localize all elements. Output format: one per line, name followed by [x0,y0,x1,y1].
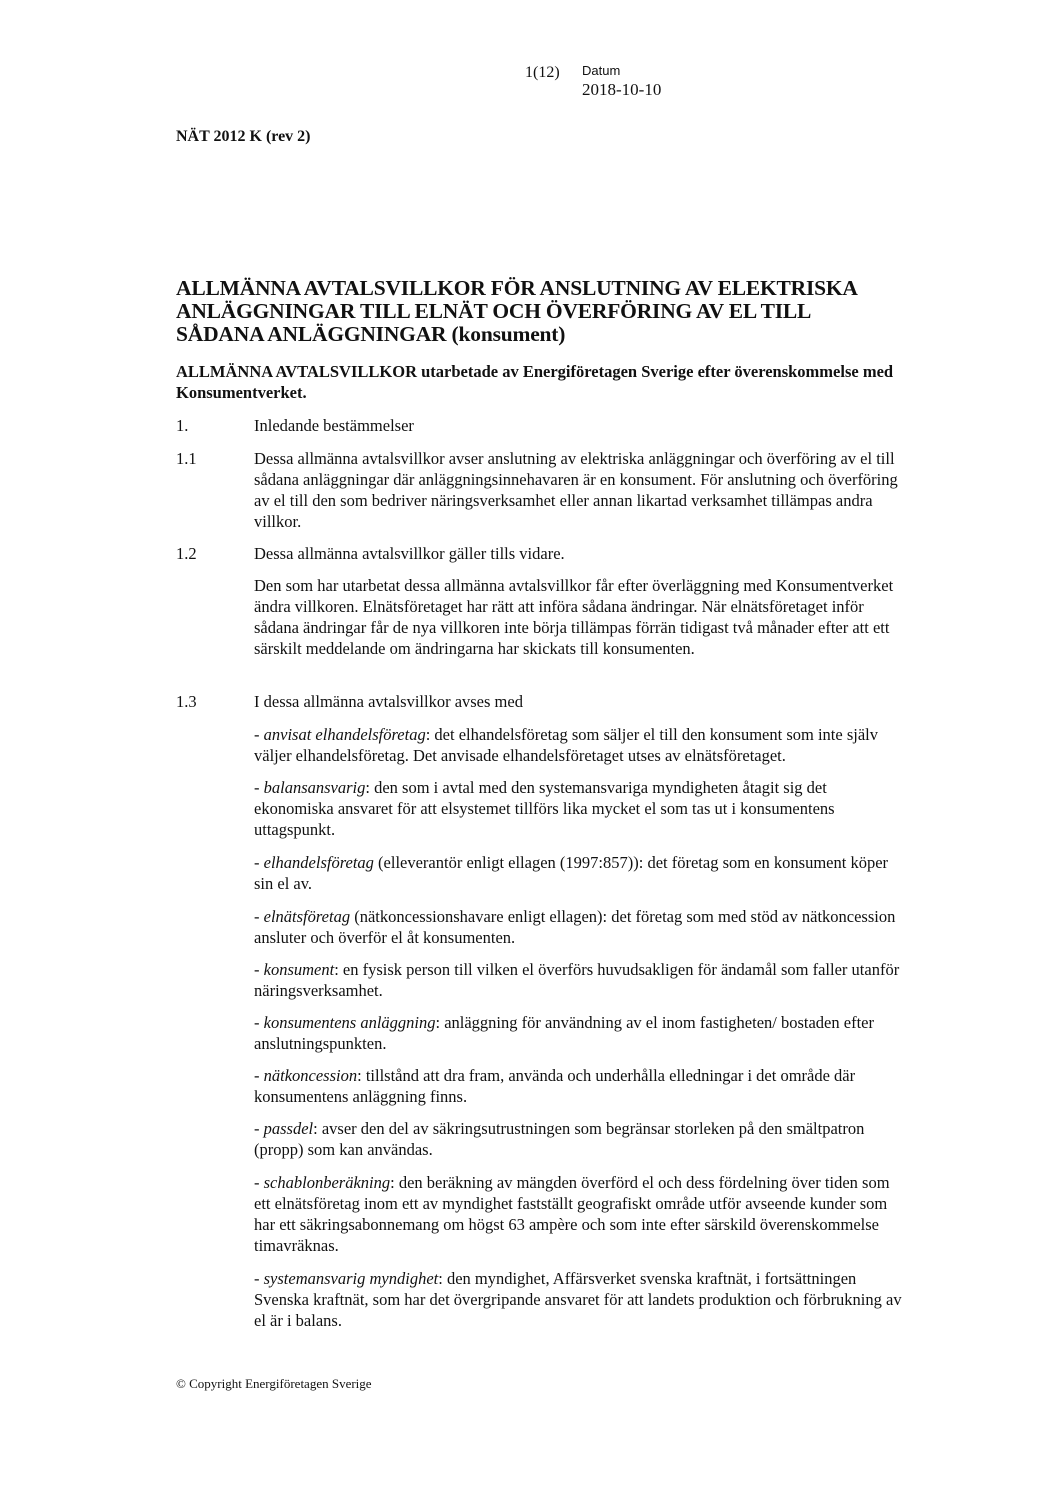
date-label: Datum [582,63,621,78]
document-title [176,277,896,346]
date-value: 2018-10-10 [582,80,662,99]
section-text: I dessa allmänna avtalsvillkor avses med [254,692,523,711]
section-number: 1.1 [176,449,197,468]
section-text: Den som har utarbetat dessa allmänna avtalsvillkor får efter överläggning med Konsumentverket ändra villkoren. Elnätsföretaget har rätt att införa sådana ändringar. När elnätsföretaget inför sådana ändringar får de nya villkoren inte börja tillämpas förrän tidigast två månader efter att ett särskilt meddelande om ändringarna har skickats till konsumenten. [254,576,894,658]
definition-item: - elhandelsföretag (elleverantör enligt ellagen (1997:857)): det företag som en konsument köper sin el av. [254,853,889,893]
section-number: 1. [176,416,189,435]
definition-term: konsumentens anläggning [263,1013,436,1032]
title-main: ALLMÄNNA AVTALSVILLKOR FÖR ANSLUTNING AV ELEKTRISKA ANLÄGGNINGAR TILL ELNÄT OCH ÖVERFÖRING AV EL TILL SÅDANA ANLÄGGNINGAR [176,276,857,346]
definition-text: : den som i avtal med den systemansvariga myndigheten åtagit sig det ekonomiska ansvaret för att elsystemet tillförs lika mycket el som tas ut i konsumentens uttagspunkt. [254,778,835,839]
section-text: Dessa allmänna avtalsvillkor gäller tills vidare. [254,544,565,563]
definition-item: - konsumentens anläggning: anläggning för användning av el inom fastigheten/ bostaden efter anslutningspunkten. [254,1013,874,1053]
definition-term: schablonberäkning [263,1173,391,1192]
definition-item: - systemansvarig myndighet: den myndighet, Affärsverket svenska kraftnät, i fortsättningen Svenska kraftnät, som har det övergripande ansvaret för att landets produktion och förbrukning av el är i balans. [254,1269,902,1330]
definition-item: - balansansvarig: den som i avtal med den systemansvariga myndigheten åtagit sig det ekonomiska ansvaret för att elsystemet tillförs lika mycket el som tas ut i konsumentens uttagspunkt. [254,778,835,839]
section-number: 1.3 [176,692,197,711]
title-suffix: (konsument) [451,322,566,346]
definition-term: systemansvarig myndighet [263,1269,439,1288]
definition-term: elhandelsföretag [263,853,374,872]
copyright-footer: © Copyright Energiföretagen Sverige [176,1376,372,1391]
definition-item: - nätkoncession: tillstånd att dra fram, använda och underhålla elledningar i det område där konsumentens anläggning finns. [254,1066,856,1106]
definition-item: - passdel: avser den del av säkringsutrustningen som begränsar storleken på den smältpatron (propp) som kan användas. [254,1119,865,1159]
definition-item: - anvisat elhandelsföretag: det elhandelsföretag som säljer el till den konsument som inte själv väljer elhandelsföretag. Det anvisade elhandelsföretaget utses av elnätsföretaget. [254,725,878,765]
definition-text: : anläggning för användning av el inom fastigheten/ bostaden efter anslutningspunkten. [254,1013,874,1053]
section-heading: Inledande bestämmelser [254,416,414,435]
section-1 [176,415,906,436]
section-1-2-paragraph [176,575,906,659]
page-number: 1(12) [525,64,560,81]
definition-text: : avser den del av säkringsutrustningen som begränsar storleken på den smältpatron (propp) som kan användas. [254,1119,865,1159]
definition-text: : det elhandelsföretag som säljer el till den konsument som inte själv väljer elhandelsföretag. Det anvisade elhandelsföretaget utses av elnätsföretaget. [254,725,878,765]
definition-term: elnätsföretag [263,907,351,926]
section-1-1 [176,448,906,532]
document-id: NÄT 2012 K (rev 2) [176,128,311,145]
definition-item: - schablonberäkning: den beräkning av mängden överförd el och dess fördelning över tiden som ett elnätsföretag inom ett av myndighet fastställt geografiskt område utför avseende kunder som har ett säkringsabonnemang om högst 63 ampère och som inte efter särskild överenskommelse timavräknas. [254,1173,890,1255]
definition-term: konsument [263,960,335,979]
definition-text: : en fysisk person till vilken el överförs huvudsakligen för ändamål som faller utanför näringsverksamhet. [254,960,900,1000]
definition-item: - konsument: en fysisk person till vilken el överförs huvudsakligen för ändamål som faller utanför näringsverksamhet. [254,960,900,1000]
definition-text: (nätkoncessionshavare enligt ellagen): det företag som med stöd av nätkoncession ansluter och överför el åt konsumenten. [254,907,896,947]
section-number: 1.2 [176,544,197,563]
definition-text: : den beräkning av mängden överförd el och dess fördelning över tiden som ett elnätsföretag inom ett av myndighet fastställt geografiskt område utför avseende kunder som har ett säkringsabonnemang om högst 63 ampère och som inte efter särskild överenskommelse timavräknas. [254,1173,890,1255]
definition-term: balansansvarig [263,778,366,797]
section-1-2 [176,543,906,564]
section-1-3 [176,691,906,712]
definition-term: nätkoncession [263,1066,358,1085]
definition-item: - elnätsföretag (nätkoncessionshavare enligt ellagen): det företag som med stöd av nätkoncession ansluter och överför el åt konsumenten. [254,907,896,947]
section-text: Dessa allmänna avtalsvillkor avser anslutning av elektriska anläggningar och överföring av el till sådana anläggningar där anläggningsinnehavaren är en konsument. För anslutning och överföring av el till den som bedriver näringsverksamhet eller annan likartad verksamhet tillämpas andra villkor. [254,449,898,531]
definition-text: : tillstånd att dra fram, använda och underhålla elledningar i det område där konsumentens anläggning finns. [254,1066,856,1106]
definition-text: (elleverantör enligt ellagen (1997:857)): det företag som en konsument köper sin el av. [254,853,889,893]
definition-term: passdel [263,1119,314,1138]
definition-term: anvisat elhandelsföretag [263,725,426,744]
definition-text: : den myndighet, Affärsverket svenska kraftnät, i fortsättningen Svenska kraftnät, som har det övergripande ansvaret för att landets produktion och förbrukning av el är i balans. [254,1269,902,1330]
document-subtitle: ALLMÄNNA AVTALSVILLKOR utarbetade av Energiföretagen Sverige efter överenskommelse med Konsumentverket. [176,362,894,402]
